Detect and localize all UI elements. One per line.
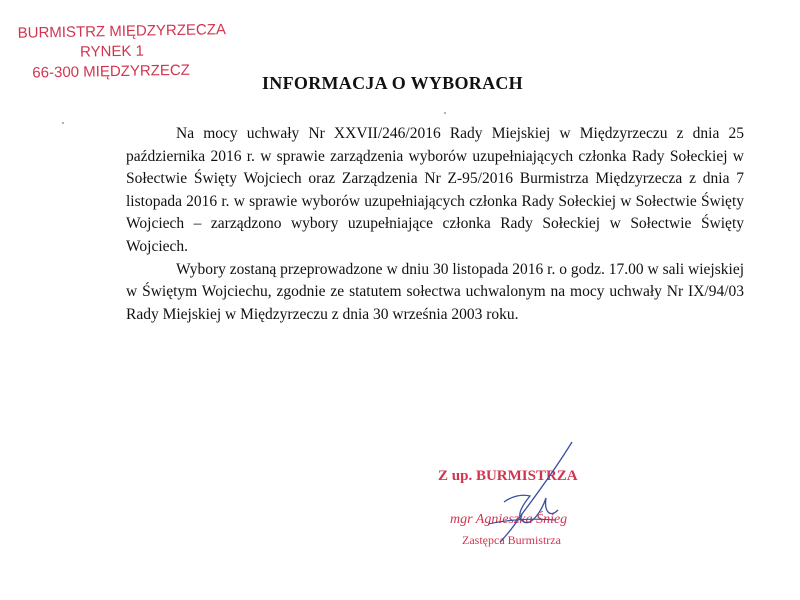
office-stamp — [17, 20, 227, 83]
stamp-line-street: RYNEK 1 — [79, 42, 145, 61]
stamp-line-office: BURMISTRZ MIĘDZYRZECZA — [17, 21, 227, 42]
signature-authority: Z up. BURMISTRZA — [438, 468, 578, 484]
paragraph-election-details: Wybory zostaną przeprowadzone w dniu 30 listopada 2016 r. o godz. 17.00 w sali wiejskiej w Świętym Wojciechu, zgodnie ze statutem sołectwa uchwalonym na mocy uchwały Nr IX/94/03 Rady Miejskiej w Międzyrzeczu z dnia 30 września 2003 roku. — [126, 260, 744, 323]
signature-position: Zastępca Burmistrza — [462, 533, 561, 547]
scan-speck — [62, 122, 64, 124]
document-body — [126, 123, 744, 326]
document-title: INFORMACJA O WYBORACH — [262, 73, 523, 93]
paragraph-resolution: Na mocy uchwały Nr XXVII/246/2016 Rady Miejskiej w Międzyrzeczu z dnia 25 października 2016 r. w sprawie zarządzenia wyborów uzupełniających członka Rady Sołeckiej w Sołectwie Święty Wojciech oraz Zarządzenia Nr Z-95/2016 Burmistrza Międzyrzecza z dnia 7 listopada 2016 r. w sprawie wyborów uzupełniających członka Rady Sołeckiej w Sołectwie Święty Wojciech – zarządzono wybory uzupełniające członka Rady Sołeckiej w Sołectwie Święty Wojciech. — [126, 125, 744, 255]
scan-speck — [444, 112, 446, 114]
stamp-line-city: 66-300 MIĘDZYRZECZ — [32, 61, 191, 82]
signature-name: mgr Agnieszka Śnieg — [450, 512, 568, 527]
handwritten-signature-icon — [460, 438, 590, 548]
